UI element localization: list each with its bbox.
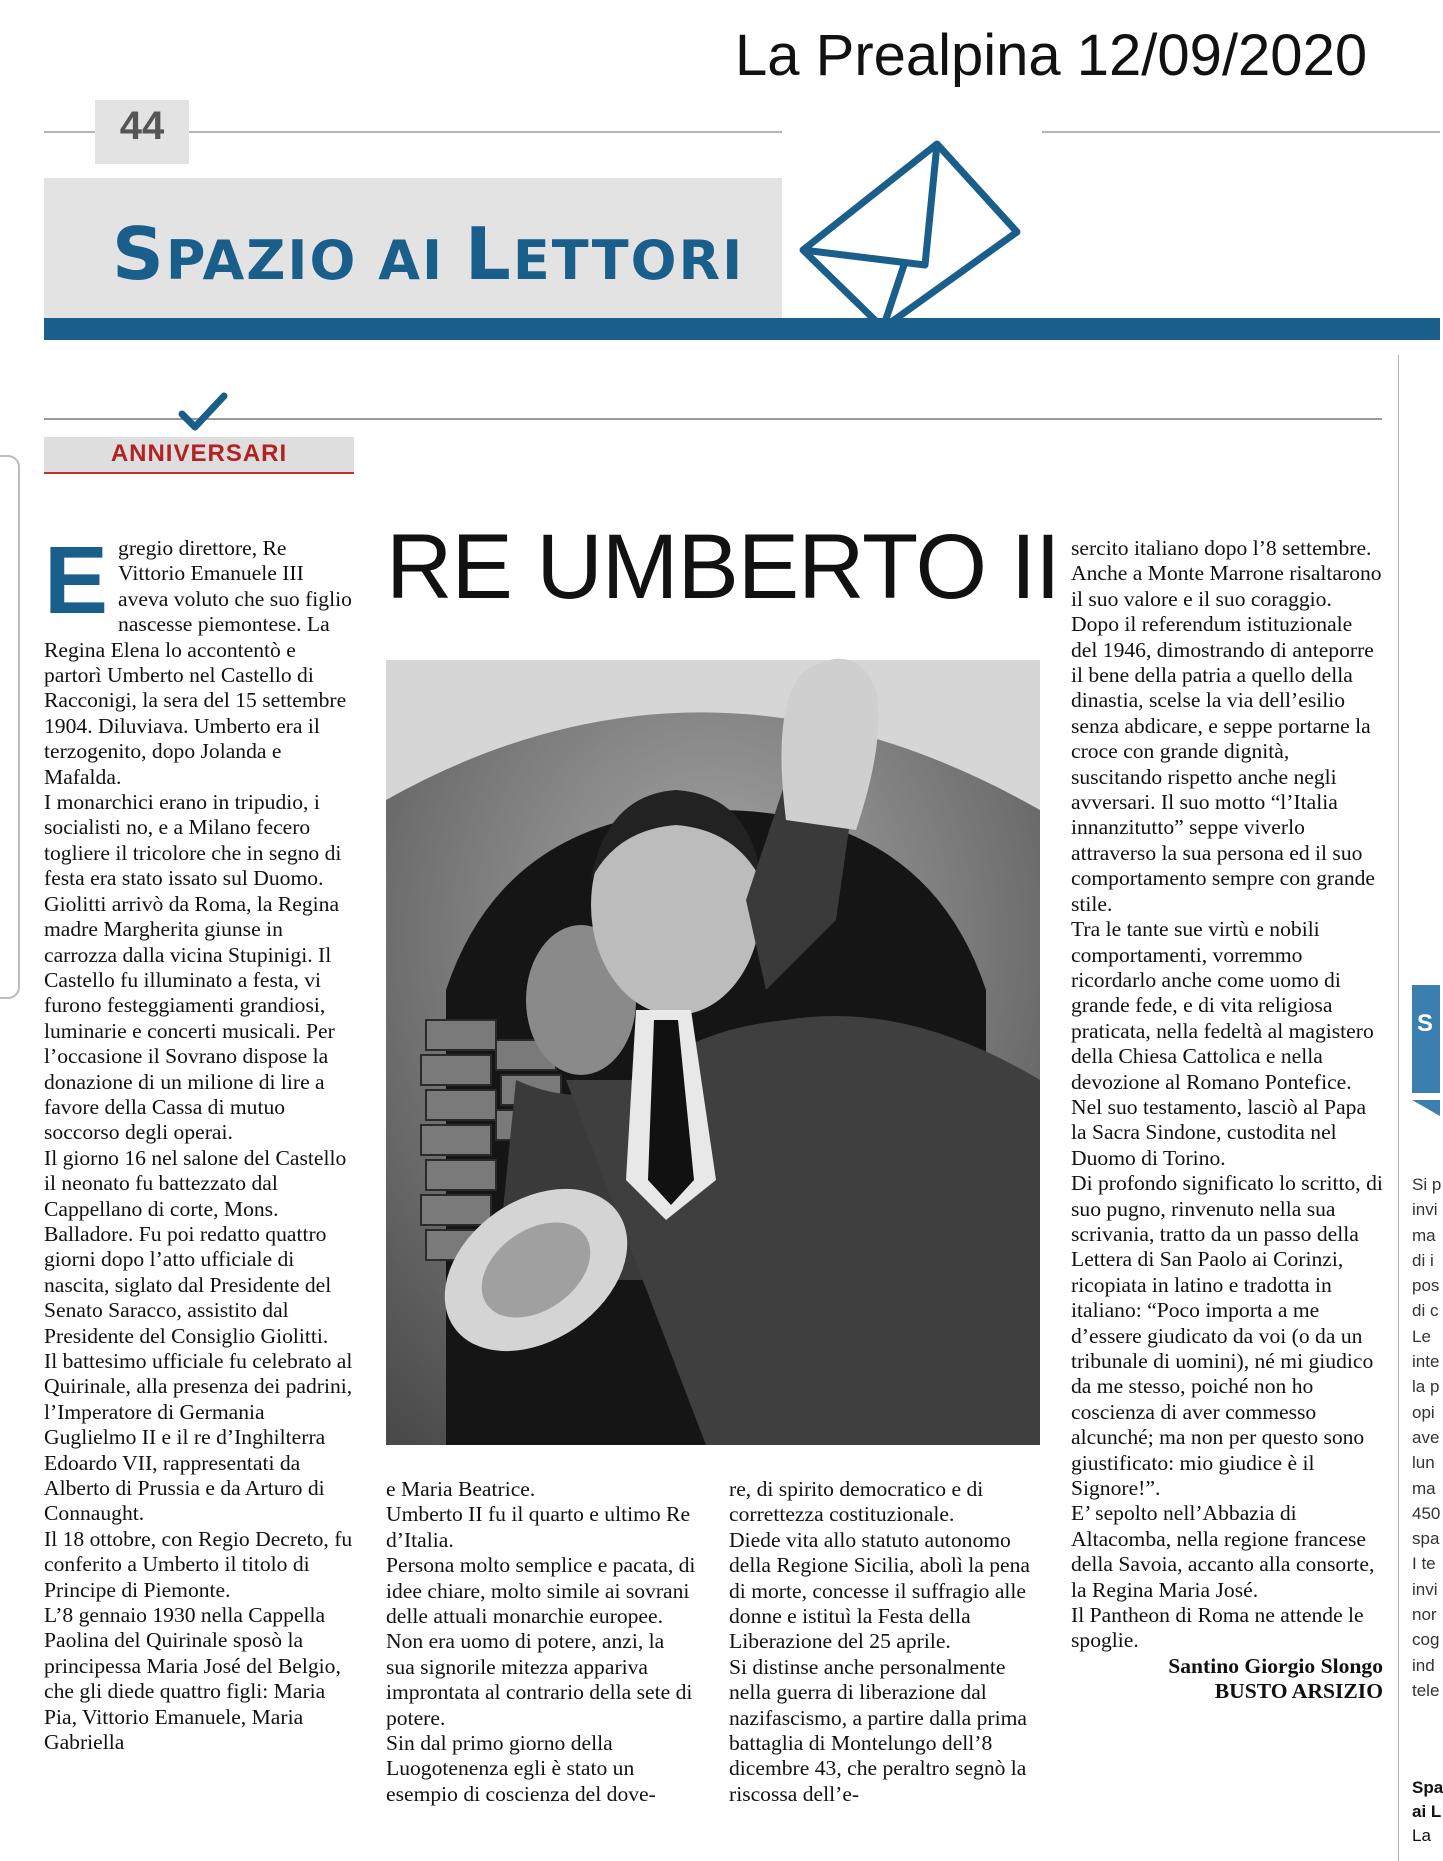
column-divider <box>1398 355 1399 1861</box>
sidebar-line: 450 <box>1412 1503 1441 1523</box>
paragraph: sercito italiano dopo l’8 settembre. Anche a Monte Marrone risaltarono il suo valore e il suo coraggio. <box>1071 536 1382 611</box>
paragraph: Tra le tante sue virtù e nobili comportamenti, vorremmo ricordarlo anche come uomo di grande fede, e di vita religiosa praticata, nella fedeltà al magistero della Chiesa Cattolica e nella devozione al Romano Pontefice. Nel suo testamento, lasciò al Papa la Sacra Sindone, custodita nel Duomo di Torino. <box>1071 917 1374 1170</box>
paragraph: L’8 gennaio 1930 nella Cappella Paolina del Quirinale sposò la principessa Maria José del Belgio, che gli diede quattro figli: Maria Pia, Vittorio Emanuele, Maria Gabriella <box>44 1603 341 1755</box>
paragraph: Persona molto semplice e pacata, di idee chiare, molto simile ai sovrani delle attuali monarchie europee. Non era uomo di potere, anzi, la sua signorile mitezza appariva improntata al contrario della sete di potere. <box>386 1553 696 1730</box>
sidebar-line: la p <box>1412 1377 1440 1397</box>
paragraph: Diede vita allo statuto autonomo della Regione Sicilia, abolì la pena di morte, concesse il suffragio alle donne e istituì la Festa della Liberazione del 25 aprile. <box>729 1527 1031 1654</box>
sidebar-line: opi <box>1412 1402 1435 1422</box>
sidebar-line: di c <box>1412 1301 1439 1321</box>
paragraph: Si distinse anche personalmente nella guerra di liberazione dal nazifascismo, a partire dalla prima battaglia di Montelungo dell’8 dicembre 43, che peraltro segnò la riscossa dell’e- <box>729 1654 1027 1806</box>
paragraph: Il 18 ottobre, con Regio Decreto, fu conferito a Umberto il titolo di Principe di Piemonte. <box>44 1526 353 1602</box>
article-column-2 <box>386 1477 698 1807</box>
paragraph: Il Pantheon di Roma ne attende le spoglie. <box>1071 1603 1364 1653</box>
sidebar-bottom-line: ai L <box>1412 1802 1442 1821</box>
sidebar-bottom <box>1412 1776 1443 1848</box>
sidebar-line: Si p <box>1412 1175 1442 1194</box>
article-column-4 <box>1071 536 1383 1705</box>
section-title: SPAZIO AI LETTORI <box>112 212 745 296</box>
paragraph: Il giorno 16 nel salone del Castello il neonato fu battezzato dal Cappellano di corte, Mons. Balladore. Fu poi redatto quattro giorni dopo l’atto ufficiale di nascita, siglato dal Presidente del Senato Saracco, assistito dal Presidente del Consiglio Giolitti. <box>44 1145 347 1348</box>
paragraph: Dopo il referendum istituzionale del 1946, dimostrando di anteporre il bene della patria a quello della dinastia, scelse la via dell’esilio senza abdicare, e seppe portarne la croce con grande dignità, suscitando rispetto anche negli avversari. Il suo motto “l’Italia innanzitutto” seppe viverlo attraverso la sua persona ed il suo comportamento sempre con grande stile. <box>1071 612 1375 916</box>
paragraph: Umberto II fu il quarto e ultimo Re d’Italia. <box>386 1502 691 1552</box>
article-column-1 <box>44 527 354 1756</box>
signature-name: Santino Giorgio Slongo <box>1168 1653 1383 1678</box>
sidebar-line: lun <box>1412 1453 1435 1473</box>
page-edge-tab <box>0 455 20 999</box>
article-column-3 <box>729 1477 1041 1807</box>
sidebar-box <box>1412 985 1440 1093</box>
sidebar-line: di i <box>1412 1250 1434 1270</box>
sidebar-line: invi <box>1412 1579 1438 1599</box>
sidebar-line: ave <box>1412 1427 1440 1447</box>
sidebar-line: tele <box>1412 1680 1440 1700</box>
paragraph: gregio direttore, Re Vittorio Emanuele III aveva voluto che suo figlio nascesse piemontese. La Regina Elena lo accontentò e partorì Umberto nel Castello di Racconigi, la sera del 15 settembre 1904. Diluviava. Umberto era il terzogenito, dopo Jolanda e Mafalda. <box>44 536 352 789</box>
sidebar-line: pos <box>1412 1276 1440 1296</box>
sidebar-line: cog <box>1412 1630 1440 1650</box>
sidebar-line: I te <box>1412 1554 1436 1574</box>
sidebar-line: nor <box>1412 1605 1437 1625</box>
envelope-icon <box>795 140 1025 330</box>
sidebar-line: spa <box>1412 1529 1440 1549</box>
checkmark-icon <box>178 392 228 434</box>
sidebar-line: Le <box>1412 1326 1431 1346</box>
sidebar-bottom-line: Spa <box>1412 1778 1443 1797</box>
article-top-rule <box>44 418 1382 420</box>
portrait-photo <box>386 660 1040 1445</box>
sidebar-line: inte <box>1412 1352 1440 1372</box>
sidebar-box-letter: S <box>1417 1010 1434 1037</box>
sidebar-line: invi <box>1412 1200 1438 1220</box>
headline: RE UMBERTO II <box>386 516 1060 618</box>
sidebar-line: ma <box>1412 1478 1436 1498</box>
sidebar-line: ma <box>1412 1225 1436 1245</box>
paragraph: re, di spirito democratico e di correttezza costituzionale. <box>729 1477 984 1527</box>
paragraph: e Maria Beatrice. <box>386 1477 536 1501</box>
sidebar-bottom-line: La <box>1412 1826 1431 1845</box>
paragraph: Il battesimo ufficiale fu celebrato al Quirinale, alla presenza dei padrini, l’Imperatore di Germania Guglielmo II e il re d’Inghilterra Edoardo VII, rappresentati da Alberto di Prussia e da Arturo di Connaught. <box>44 1349 353 1526</box>
top-rule-right <box>1042 131 1440 133</box>
masthead: La Prealpina 12/09/2020 <box>735 23 1368 88</box>
paragraph: Sin dal primo giorno della Luogotenenza egli è stato un esempio di coscienza del dove- <box>386 1731 656 1806</box>
paragraph: E’ sepolto nell’Abbazia di Altacomba, nella regione francese della Savoia, accanto alla consorte, la Regina Maria José. <box>1071 1501 1375 1602</box>
page-number: 44 <box>119 104 165 148</box>
sidebar-text <box>1412 1172 1440 1703</box>
triangle-icon <box>1412 1100 1440 1118</box>
section-bar <box>44 318 1440 340</box>
paragraph: Di profondo significato lo scritto, di suo pugno, rinvenuto nella sua scrivania, tratto da un passo della Lettera di San Paolo ai Corinzi, ricopiata in latino e tradotta in italiano: “Poco importa a me d’essere giudicato da voi (o da un tribunale di uomini), né mi giudico da me stesso, poiché non ho coscienza di aver commesso alcunché; ma non per questo sono giustificato: mio giudice è il Signore!”. <box>1071 1171 1383 1501</box>
section-tag: ANNIVERSARI <box>110 440 288 467</box>
drop-cap: E <box>44 527 109 634</box>
paragraph: Giolitti arrivò da Roma, la Regina madre Margherita giunse in carrozza dalla vicina Stupinigi. Il Castello fu illuminato a festa, vi furono festeggiamenti grandiosi, luminarie e concerti musicali. Per l’occasione il Sovrano dispose la donazione di un milione di lire a favore della Cassa di mutuo soccorso degli operai. <box>44 891 340 1145</box>
paragraph: I monarchici erano in tripudio, i socialisti no, e a Milano fecero togliere il tricolore che in segno di festa era stato issato sul Duomo. <box>44 790 342 891</box>
signature-city: BUSTO ARSIZIO <box>1214 1679 1383 1704</box>
sidebar-line: ind <box>1412 1655 1435 1675</box>
